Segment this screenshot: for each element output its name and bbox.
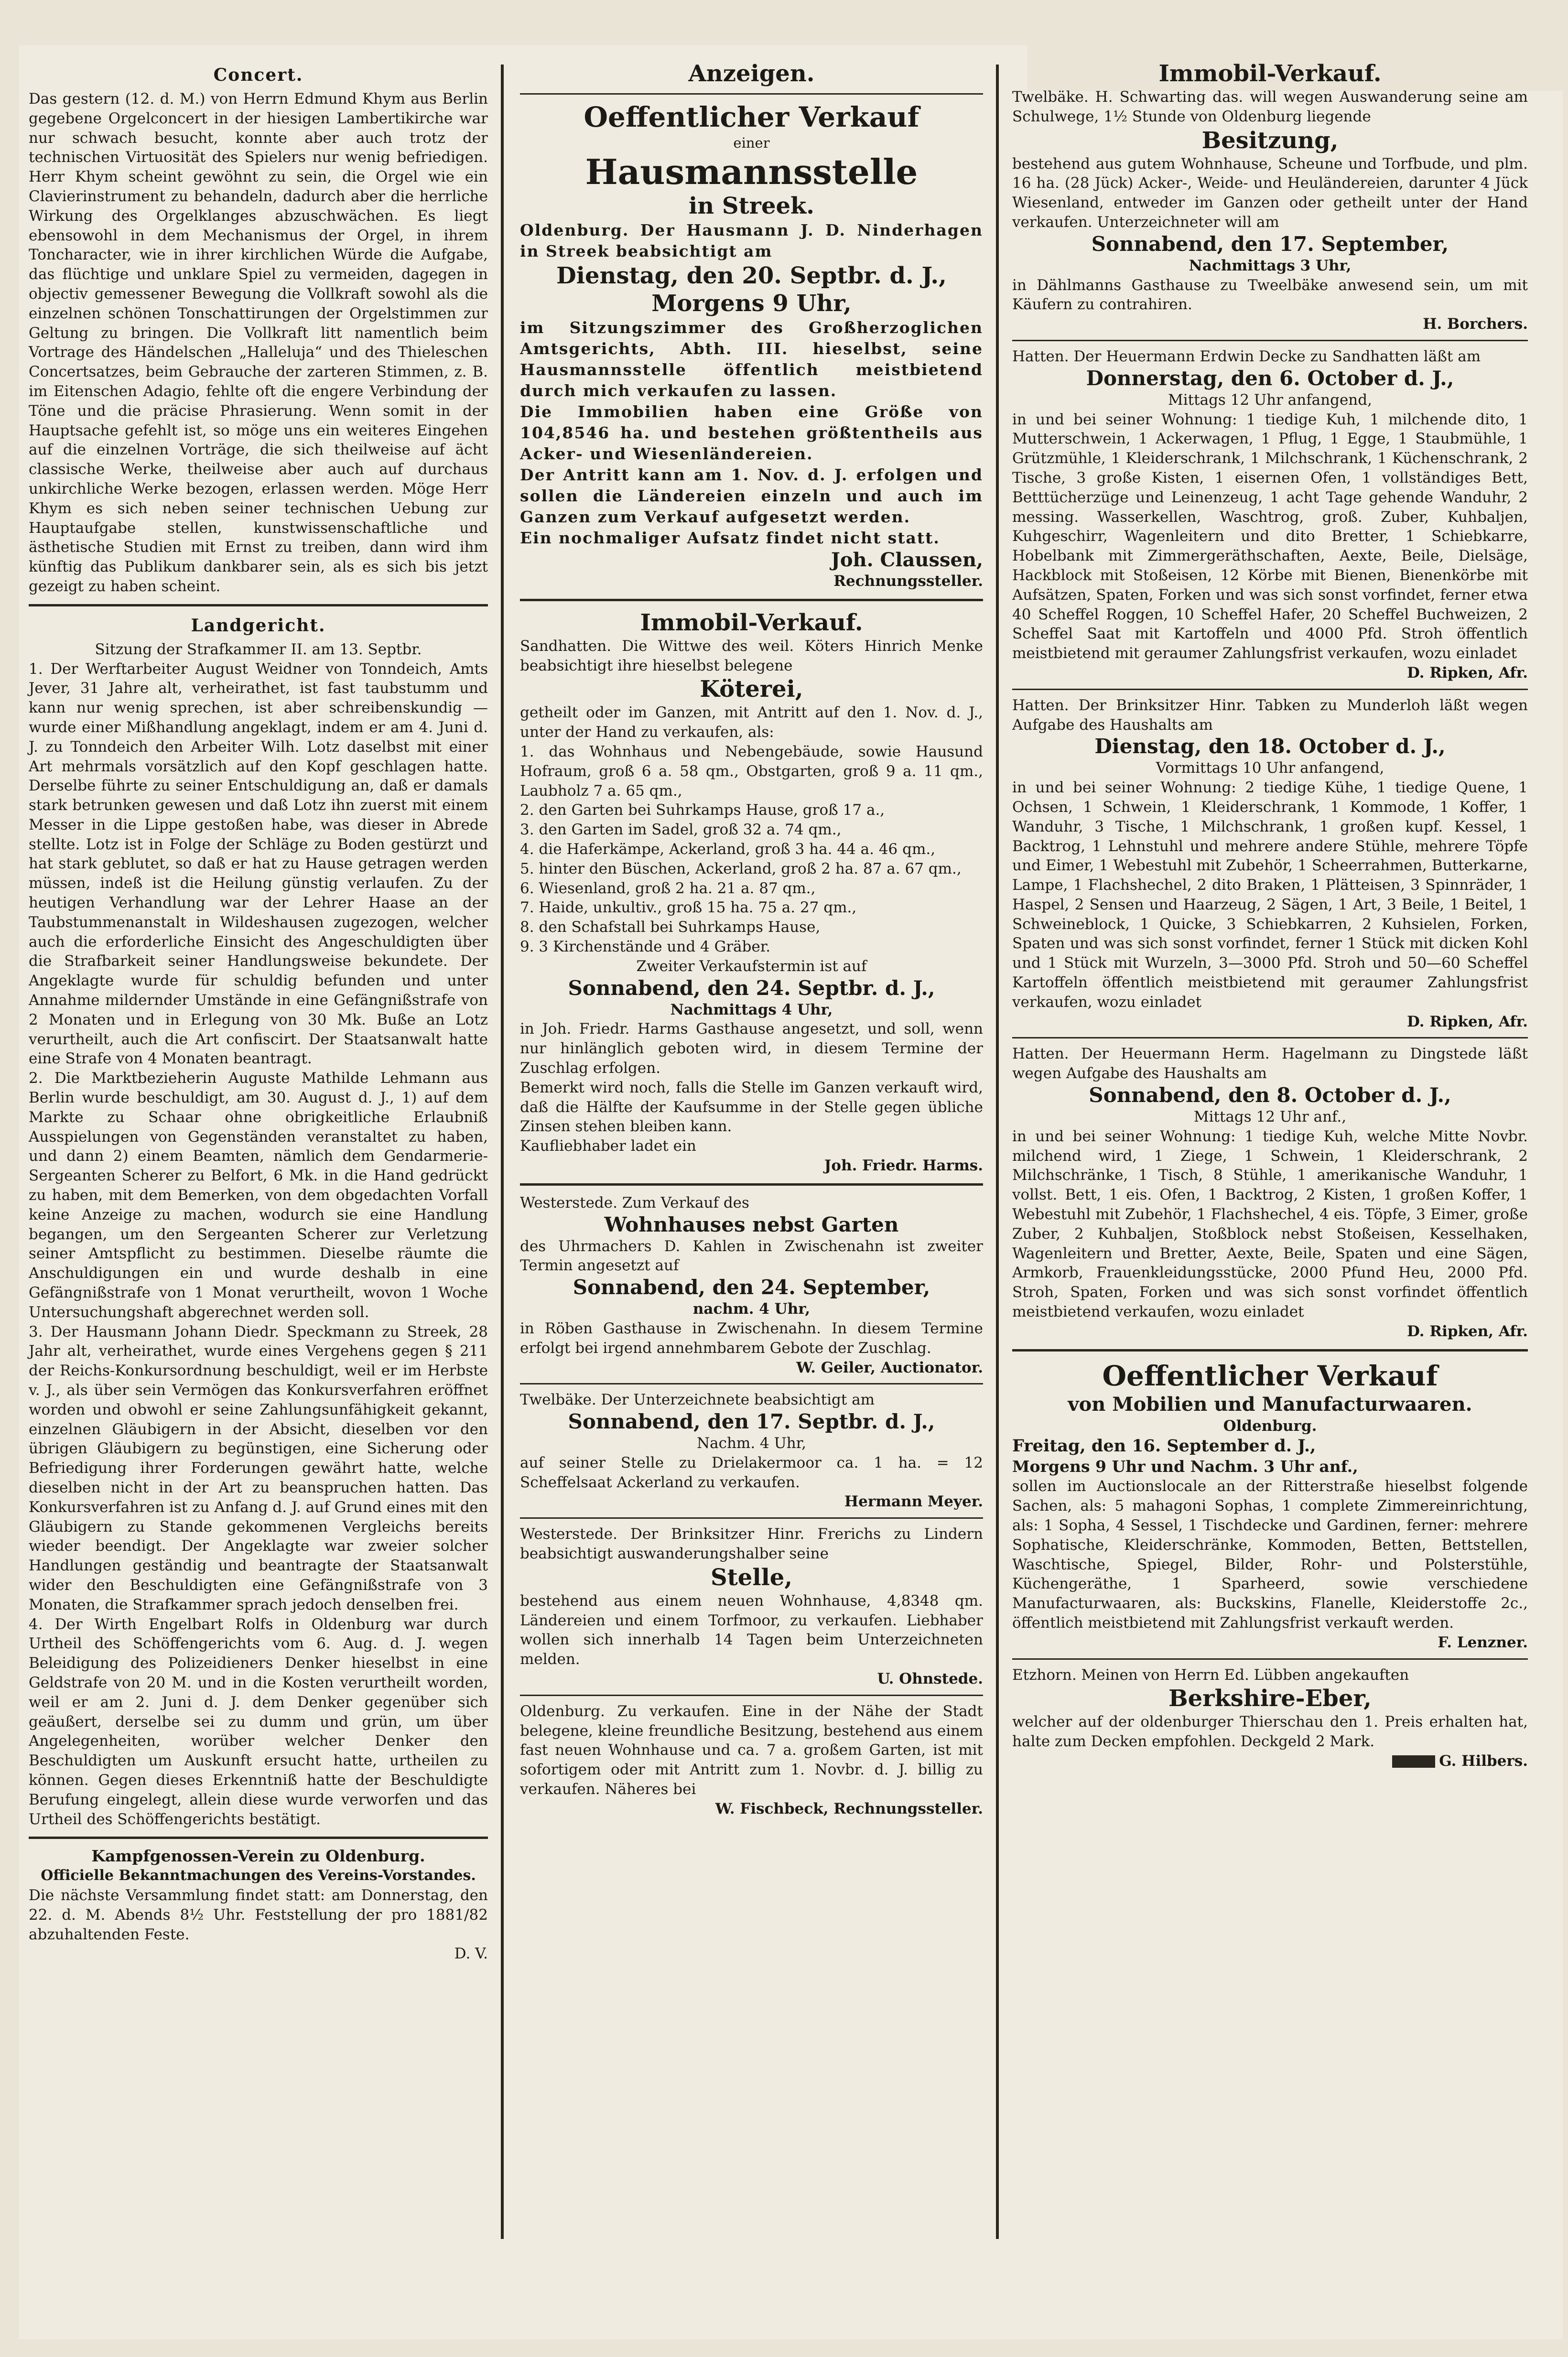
verein-subheading: Officielle Bekanntmachungen des Vereins-Vorstandes. [41,1867,476,1884]
ad11-subtitle: von Mobilien und Manufacturwaaren. [1068,1393,1472,1416]
divider [520,1517,983,1519]
ad1-size: Die Immobilien haben eine Größe von 104,8546 ha. und bestehen größtentheils aus Acker- und Wiesenländereien. [520,402,983,463]
ad1-title-einer: einer [733,135,770,151]
landgericht-heading: Landgericht. [191,615,326,636]
ad4-intro: Twelbäke. Der Unterzeichnete beabsichtigt am [520,1391,875,1409]
ad2-signature: Joh. Friedr. Harms. [824,1157,983,1174]
ad1-title: Oeffentlicher Verkauf [584,101,919,133]
ad10-signature: D. Ripken, Afr. [1406,1322,1528,1340]
verein-notice: Die nächste Versammlung findet statt: am Donnerstag, den 22. d. M. Abends 8½ Uhr. Feststellung der pro 1881/82 abzuhaltenden Feste. [29,1886,488,1943]
ad4-signature: Hermann Meyer. [844,1493,983,1511]
ad2-intro: Sandhatten. Die Wittwe des weil. Köters Hinrich Menke beabsichtigt ihre hieselbst belegene [520,637,983,674]
ad1-time: Morgens 9 Uhr, [651,290,852,317]
column-divider [996,65,999,2239]
ad4-time: Nachm. 4 Uhr, [697,1435,806,1452]
ad4-body: auf seiner Stelle zu Drielakermoor ca. 1 ha. = 12 Scheffelsaat Ackerland zu verkaufen. [520,1454,983,1491]
court-session-line: Sitzung der Strafkammer II. am 13. Septbr. [95,640,422,658]
divider [520,93,983,95]
ad2-item: 8. den Schafstall bei Suhrkamps Hause, [520,919,821,936]
ad7-body: bestehend aus gutem Wohnhause, Scheune und Torfbude, und plm. 16 ha. (28 Jück) Acker-, Weide- und Heuländereien, darunter 4 Jück Wiesenland, entweder im Ganzen oder getheilt unter der Hand verkaufen. Unterzeichneter will am [1012,155,1528,231]
concert-heading: Concert. [213,65,303,85]
divider [1012,1658,1528,1660]
ad2-invite: Kaufliebhaber ladet ein [520,1137,696,1155]
ad2-item: 9. 3 Kirchenstände und 4 Gräber. [520,938,771,955]
divider [1012,1037,1528,1038]
ink-stamp-mark [1392,1755,1435,1768]
concert-article: Das gestern (12. d. M.) von Herrn Edmund Khym aus Berlin gegebene Orgelconcert in der hiesigen Lambertikirche war nur schwach besucht, konnte aber auch trotz der technischen Virtuosität des Spielers nur wenig befriedigen. Herr Khym scheint gewöhnt zu sein, die Orgel wie ein Clavierinstrument zu behandeln, dadurch aber die herrliche Wirkung des Orgelklanges abzuschwächen. Es liegt ebensowohl in dem Mechanismus der Orgel, in ihrem Toncharacter, wie in ihrer kirchlichen Würde die Aufgabe, das flüchtige und unklare Spiel zu vermeiden, dagegen in objectiv gemessener Bewegung die Vollkraft sowohl als die einzelnen schönen Tonschattirungen der Orgelstimmen zur Geltung zu bringen. Die Vollkraft litt namentlich beim Vortrage des Händelschen „Halleluja“ und des Thieleschen Concertsatzes, beim Gebrauche der zarteren Stimmen, z. B. im Eitenschen Adagio, fehlte oft die engere Verbindung der Töne und die präcise Phrasierung. Wenn somit in der Hauptsache gefehlt ist, so möge uns ein weiteres Eingehen auf die einzelnen Vorträge, die sich theilweise auf ächt classische Werke, theilweise aber auch auf durchaus unkirchliche Werke bezogen, erlassen werden. Möge Herr Khym es sich neben seiner technischen Uebung zur Hauptaufgabe stellen, kunstwissenschaftliche und ästhetische Studien mit Ernst zu treiben, dann wird ihm künftig das Publikum dankbarer sein, als es sich bis jetzt gezeigt zu haben scheint. [29,90,488,595]
ad3-body-2: in Röben Gasthause in Zwischenahn. In diesem Termine erfolgt bei irgend annehmbarem Gebote der Zuschlag. [520,1319,983,1357]
ad11-time: Morgens 9 Uhr und Nachm. 3 Uhr anf., [1012,1457,1358,1476]
ad8-body: in und bei seiner Wohnung: 1 tiedige Kuh, 1 milchende dito, 1 Mutterschwein, 1 Ackerwagen, 1 Pflug, 1 Egge, 1 Staubmühle, 1 Grützmühle, 1 Kleiderschrank, 1 Milchschrank, 1 Küchenschrank, 2 Tische, 3 große Kisten, 1 eisernen Ofen, 1 vollständiges Bett, Betttücherzüge und Leinenzeug, 1 acht Tage gehende Wanduhr, 2 messing. Wasserkellen, Waschtrog, groß. Zuber, Kuhbaljen, Kuhgeschirr, Wagenleitern und dito Bretter, 1 Schiebkarre, Hobelbank mit Zimmergeräthschaften, Aexte, Beile, Dielsäge, Hackblock mit Stoßeisen, 12 Körbe mit Bienen, Bienenkörbe mit Aufsätzen, Spaten, Forken und was sich sonst vorfindet, ferner etwa 40 Scheffel Roggen, 10 Scheffel Hafer, 20 Scheffel Buchweizen, 2 Scheffel Saat mit Kartoffeln und 4000 Pfd. Stroh öffentlich meistbietend mit geraumer Zahlungsfrist verkaufen, wozu einladet [1012,411,1528,662]
ad2-object: Köterei, [700,676,803,703]
ad7-intro: Twelbäke. H. Schwarting das. will wegen Auswanderung seine am Schulwege, 1½ Stunde von Oldenburg liegende [1012,88,1528,125]
ad9-signature: D. Ripken, Afr. [1406,1013,1528,1030]
ad1-note: Ein nochmaliger Aufsatz findet nicht statt. [520,529,940,547]
court-case-2: 2. Die Marktbezieherin Auguste Mathilde Lehmann aus Berlin wurde beschuldigt, am 30. August d. J., 1) auf dem Markte zu Schaar ohne obrigkeitliche Erlaubniß Ausspielungen von Gegenständen veranstaltet zu haben, und dann 2) einem Beamten, nämlich dem Gendarmerie-Sergeanten Scherer zu Belfort, 6 Mk. in die Hand gedrückt zu haben, mit dem Bemerken, von dem obgedachten Vorfall keine Anzeige zu machen, wodurch sie eine Handlung begangen, um den Sergeanten Scherer zur Verletzung seiner Amtspflicht zu bestimmen. Dieselbe räumte die Anschuldigungen ein und wurde deshalb in eine Gefängnißstrafe von 1 Monat verurtheilt, wovon 1 Woche Untersuchungshaft abgerechnet werden soll. [29,1070,488,1321]
ad3-title: Wohnhauses nebst Garten [604,1212,899,1236]
ad4-date: Sonnabend, den 17. Septbr. d. J., [568,1410,935,1434]
ad10-intro: Hatten. Der Heuermann Herm. Hagelmann zu Dingstede läßt wegen Aufgabe des Haushalts am [1012,1045,1528,1082]
ad3-body: des Uhrmachers D. Kahlen in Zwischenahn ist zweiter Termin angesetzt auf [520,1237,983,1275]
ad2-date: Sonnabend, den 24. Septbr. d. J., [568,976,935,1000]
ad12-body: welcher auf der oldenburger Thierschau den 1. Preis erhalten hat, halte zum Decken empfohlen. Deckgeld 2 Mark. [1012,1713,1528,1751]
ad2-body: getheilt oder im Ganzen, mit Antritt auf den 1. Nov. d. J., unter der Hand zu verkaufen, als: [520,704,983,741]
divider [520,1383,983,1384]
newspaper-page [19,45,1563,2339]
ad1-intro: Oldenburg. Der Hausmann J. D. Ninderhagen in Streek beabsichtigt am [520,221,983,260]
ad2-item: 5. hinter den Büschen, Ackerland, groß 2 ha. 87 a. 67 qm., [520,860,962,877]
ad3-intro: Westerstede. Zum Verkauf des [520,1194,749,1211]
ad11-signature: F. Lenzner. [1438,1633,1528,1651]
ad12-intro: Etzhorn. Meinen von Herrn Ed. Lübben angekauften [1012,1666,1409,1684]
ad5-object: Stelle, [710,1564,793,1591]
ad2-item: 1. das Wohnhaus und Nebengebäude, sowie Hausund Hofraum, groß 6 a. 58 qm., Obstgarten, groß 9 a. 11 qm., Laubholz 7 a. 65 qm., [520,743,983,800]
ad7-title: Immobil-Verkauf. [1158,60,1382,87]
ad12-title: Berkshire-Eber, [1168,1685,1372,1712]
ad9-intro: Hatten. Der Brinksitzer Hinr. Tabken zu Munderloh läßt wegen Aufgabe des Haushalts am [1012,696,1528,734]
column-advertisements-2 [1004,60,1536,2239]
ad11-date: Freitag, den 16. September d. J., [1012,1436,1316,1456]
ad2-body-3: Bemerkt wird noch, falls die Stelle im Ganzen verkauft wird, daß die Hälfte der Kaufsumme in der Stelle gegen übliche Zinsen stehen bleiben kann. [520,1079,983,1135]
ad5-signature: U. Ohnstede. [877,1670,983,1688]
ad11-title: Oeffentlicher Verkauf [1102,1359,1438,1392]
ad2-item: 4. die Haferkämpe, Ackerland, groß 3 ha. 44 a. 46 qm., [520,840,936,858]
ad7-date: Sonnabend, den 17. September, [1091,232,1449,256]
ad2-item: 2. den Garten bei Suhrkamps Hause, groß 17 a., [520,801,885,819]
column-advertisements [511,60,992,2239]
divider [520,599,983,601]
ad1-signature: Joh. Claussen, [831,549,983,571]
ad11-body: sollen im Auctionslocale an der Ritterstraße hieselbst folgende Sachen, als: 5 mahagoni Sophas, 1 complete Zimmereinrichtung, als: 1 Sopha, 4 Sessel, 1 Tischdecke und Gardinen, ferner: mehrere Sophatische, Kleiderschränke, Kommoden, Betten, Bettstellen, Waschtische, Spiegel, Bilder, Rohr- und Polsterstühle, Küchengeräthe, 1 Sparheerd, sowie verschiedene Manufacturwaaren, als: Buckskins, Flanelle, Kleiderstoffe 2c., öffentlich meistbietend mit Zahlungsfrist verkauft werden. [1012,1478,1528,1632]
court-case-1: 1. Der Werftarbeiter August Weidner von Tonndeich, Amts Jever, 31 Jahre alt, verheirathet, ist fast taubstumm und kann nur wenig sprechen, ist aber schreibenskundig — wurde einer Mißhandlung angeklagt, indem er am 4. Juni d. J. zu Tonndeich den Arbeiter Wilh. Lotz daselbst mit einer Art mehrmals vorsätzlich auf den Kopf geschlagen hatte. Derselbe führte zu seiner Entschuldigung an, daß er damals stark betrunken gewesen und daß Lotz ihn zuerst mit einem Messer in die Lippe gestoßen habe, was dieser in Abrede stellte. Lotz ist in Folge der Schläge zu Boden gestürzt und hat stark geblutet, so daß er hat zu Hause getragen werden müssen, indeß ist die Heilung günstig verlaufen. Zu der heutigen Verhandlung war der Lehrer Haase an der Taubstummenanstalt in Wildeshausen zugezogen, welcher auch die erforderliche Einsicht des Angeschuldigten über die Strafbarkeit seiner Handlungsweise bekundete. Der Angeklagte wurde für schuldig befunden und unter Annahme mildernder Umstände in eine Gefängnißstrafe von 2 Monaten und in Erlegung von 30 Mk. Buße an Lotz verurtheilt, auch die Art confiscirt. Der Staatsanwalt hatte eine Strafe von 4 Monaten beantragt. [29,660,488,1068]
ad2-item: 3. den Garten im Sadel, groß 32 a. 74 qm., [520,821,842,839]
verein-signature: D. V. [454,1945,488,1963]
ad12-signature-line [1012,1752,1528,1771]
court-case-4: 4. Der Wirth Engelbart Rolfs in Oldenburg war durch Urtheil des Schöffengerichts vom 6. Aug. d. J. wegen Beleidigung des Polizeidieners Denker hieselbst in eine Geldstrafe von 20 M. und in die Kosten verurtheilt worden, weil er am 2. Juni d. J. dem Denker gegenüber sich geäußert, derselbe sei zu dumm und grün, um über Angelegenheiten, worüber welcher Denker den Beschuldigten um Auskunft ersucht hatte, urtheilen zu können. Gegen dieses Erkenntniß hatte der Beschuldigte Berufung eingelegt, allein diese wurde verworfen und das Urtheil des Schöffengerichts bestätigt. [29,1615,488,1828]
court-case-3: 3. Der Hausmann Johann Diedr. Speckmann zu Streek, 28 Jahr alt, verheirathet, wurde eines Vergehens gegen § 211 der Reichs-Konkursordnung beschuldigt, weil er im Herbste v. J., als über sein Vermögen das Konkursverfahren eröffnet worden und obwohl er seine Zahlungsunfähigkeit gekannt, einzelnen Gläubigern in der Absicht, dieselben vor den übrigen Gläubigern zu begünstigen, eine Sicherung oder Befriedigung ihrer Forderungen gewährt hatte, welche dieselben nicht in der Art zu beanspruchen hatten. Das Konkursverfahren ist zu Anfang d. J. auf Grund eines mit den Gläubigern zu Stande gekommenen Vergleichs bereits wieder beendigt. Der Angeklagte war zweier solcher Handlungen geständig und beantragte der Staatsanwalt wider den Beschuldigten eine Gefängnißstrafe von 3 Monaten, die Strafkammer sprach jedoch denselben frei. [29,1323,488,1613]
ad1-location: in Streek. [688,193,814,219]
anzeigen-heading: Anzeigen. [688,60,815,87]
ad6-body: Oldenburg. Zu verkaufen. Eine in der Nähe der Stadt belegene, kleine freundliche Besitzung, bestehend aus einem fast neuen Wohnhause und ca. 7 a. großem Garten, ist mit sofortigem oder mit Antritt zum 1. Novbr. d. J. billig zu verkaufen. Näheres bei [520,1702,983,1798]
ad3-signature: W. Geiler, Auctionator. [796,1359,983,1376]
ad2-item: 7. Haide, unkultiv., groß 15 ha. 75 a. 27 qm., [520,899,857,917]
ad10-date: Sonnabend, den 8. October d. J., [1089,1083,1451,1107]
divider [1012,689,1528,690]
ad12-signature: G. Hilbers. [1439,1752,1528,1770]
ad10-time: Mittags 12 Uhr anf., [1193,1108,1347,1126]
divider [520,1695,983,1696]
ad11-place: Oldenburg. [1223,1417,1317,1435]
ad1-date: Dienstag, den 20. Septbr. d. J., [556,262,947,289]
ad7-body-2: in Dählmanns Gasthause zu Tweelbäke anwesend sein, um mit Käufern zu contrahiren. [1012,276,1528,314]
section-divider [29,1837,488,1839]
divider [1012,1349,1528,1351]
ad3-time: nachm. 4 Uhr, [692,1300,811,1318]
divider [1012,340,1528,341]
ad2-body-2: in Joh. Friedr. Harms Gasthause angesetzt, und soll, wenn nur hinlänglich geboten wird, in diesem Termine der Zuschlag erfolgen. [520,1020,983,1077]
ad7-object: Besitzung, [1201,127,1339,154]
ad2-title: Immobil-Verkauf. [640,609,863,636]
ad2-time: Nachmittags 4 Uhr, [670,1001,833,1018]
section-divider [29,604,488,606]
ad1-antritt: Der Antritt kann am 1. Nov. d. J. erfolgen und sollen die Ländereien einzeln und auch im Ganzen zum Verkauf aufgesetzt werden. [520,465,983,526]
ad2-item: 6. Wiesenland, groß 2 ha. 21 a. 87 qm., [520,879,816,897]
ad1-hausmannsstelle: Hausmannsstelle [585,151,918,192]
ad9-body: in und bei seiner Wohnung: 2 tiedige Kühe, 1 tiedige Quene, 1 Ochsen, 1 Schwein, 1 Kleiderschrank, 1 Kommode, 1 Koffer, 1 Wanduhr, 3 Tische, 1 Milchschrank, 1 großen kupf. Kessel, 1 Backtrog, 1 Lehnstuhl und mehrere andere Stühle, mehrere Töpfe und Eimer, 1 Webestuhl mit Zubehör, 1 Scheerrahmen, Butterkarne, Lampe, 1 Flachshechel, 2 dito Braken, 1 Plätteisen, 3 Spinnräder, 1 Haspel, 2 Sensen und Haarzeug, 2 Sägen, 1 Art, 3 Beile, 1 Beitel, 1 Schweineblock, 1 Quicke, 3 Schiebkarren, 2 Kuhsielen, Forken, Spaten und was sich sonst vorfindet, ferner 1 Stück mit dicken Kohl und 1 Stück mit Wurzeln, 3—3000 Pfd. Stroh und 50—60 Scheffel Kartoffeln öffentlich meistbietend mit geraumer Zahlungsfrist verkaufen, wozu einladet [1012,779,1528,1011]
ad1-body: im Sitzungszimmer des Großherzoglichen Amtsgerichts, Abth. III. hieselbst, seine Hausmannsstelle öffentlich meistbietend durch mich verkaufen zu lassen. [520,318,983,400]
ad9-time: Vormittags 10 Uhr anfangend, [1156,759,1384,777]
ad2-termin: Zweiter Verkaufstermin ist auf [636,957,867,975]
ad7-signature: H. Borchers. [1423,315,1528,333]
verein-heading: Kampfgenossen-Verein zu Oldenburg. [91,1847,425,1866]
ad8-date: Donnerstag, den 6. October d. J., [1086,366,1454,390]
ad8-intro: Hatten. Der Heuermann Erdwin Decke zu Sandhatten läßt am [1012,347,1481,365]
column-local-news [19,60,495,2239]
divider [520,1183,983,1186]
ad3-date: Sonnabend, den 24. September, [573,1276,930,1299]
ad1-signature-role: Rechnungssteller. [833,573,983,590]
ad5-body: bestehend aus einem neuen Wohnhause, 4,8348 qm. Ländereien und einem Torfmoor, zu verkaufen. Liebhaber wollen sich innerhalb 14 Tagen beim Unterzeichneten melden. [520,1592,983,1668]
ad9-date: Dienstag, den 18. October d. J., [1094,735,1446,758]
ad10-body: in und bei seiner Wohnung: 1 tiedige Kuh, welche Mitte Novbr. milchend wird, 1 Ziege, 1 Schwein, 1 Kleiderschrank, 2 Milchschränke, 1 Tisch, 8 Stühle, 1 amerikanische Wanduhr, 1 vollst. Bett, 1 eis. Ofen, 1 Backtrog, 2 Kisten, 1 großen Koffer, 1 Webestuhl mit Zubehör, 1 Flachshechel, 4 eis. Töpfe, 3 Eimer, große Zuber, 2 Kuhbaljen, Stoßblock nebst Stoßeisen, Kesselhaken, Wagenleitern und Bretter, Aexte, Beile, Spaten und eine Sägen, Armkorb, Frauenkleidungsstücke, 2000 Pfund Heu, 2000 Pfd. Stroh, Spaten, Forken und was sich sonst vorfindet öffentlich meistbietend verkaufen, wozu einladet [1012,1127,1528,1321]
column-divider [501,65,504,2239]
ad8-time: Mittags 12 Uhr anfangend, [1168,391,1372,409]
ad6-signature: W. Fischbeck, Rechnungssteller. [715,1800,983,1817]
ad5-intro: Westerstede. Der Brinksitzer Hinr. Frerichs zu Lindern beabsichtigt auswanderungshalber seine [520,1525,983,1563]
ad7-time: Nachmittags 3 Uhr, [1189,257,1352,274]
ad8-signature: D. Ripken, Afr. [1406,664,1528,681]
